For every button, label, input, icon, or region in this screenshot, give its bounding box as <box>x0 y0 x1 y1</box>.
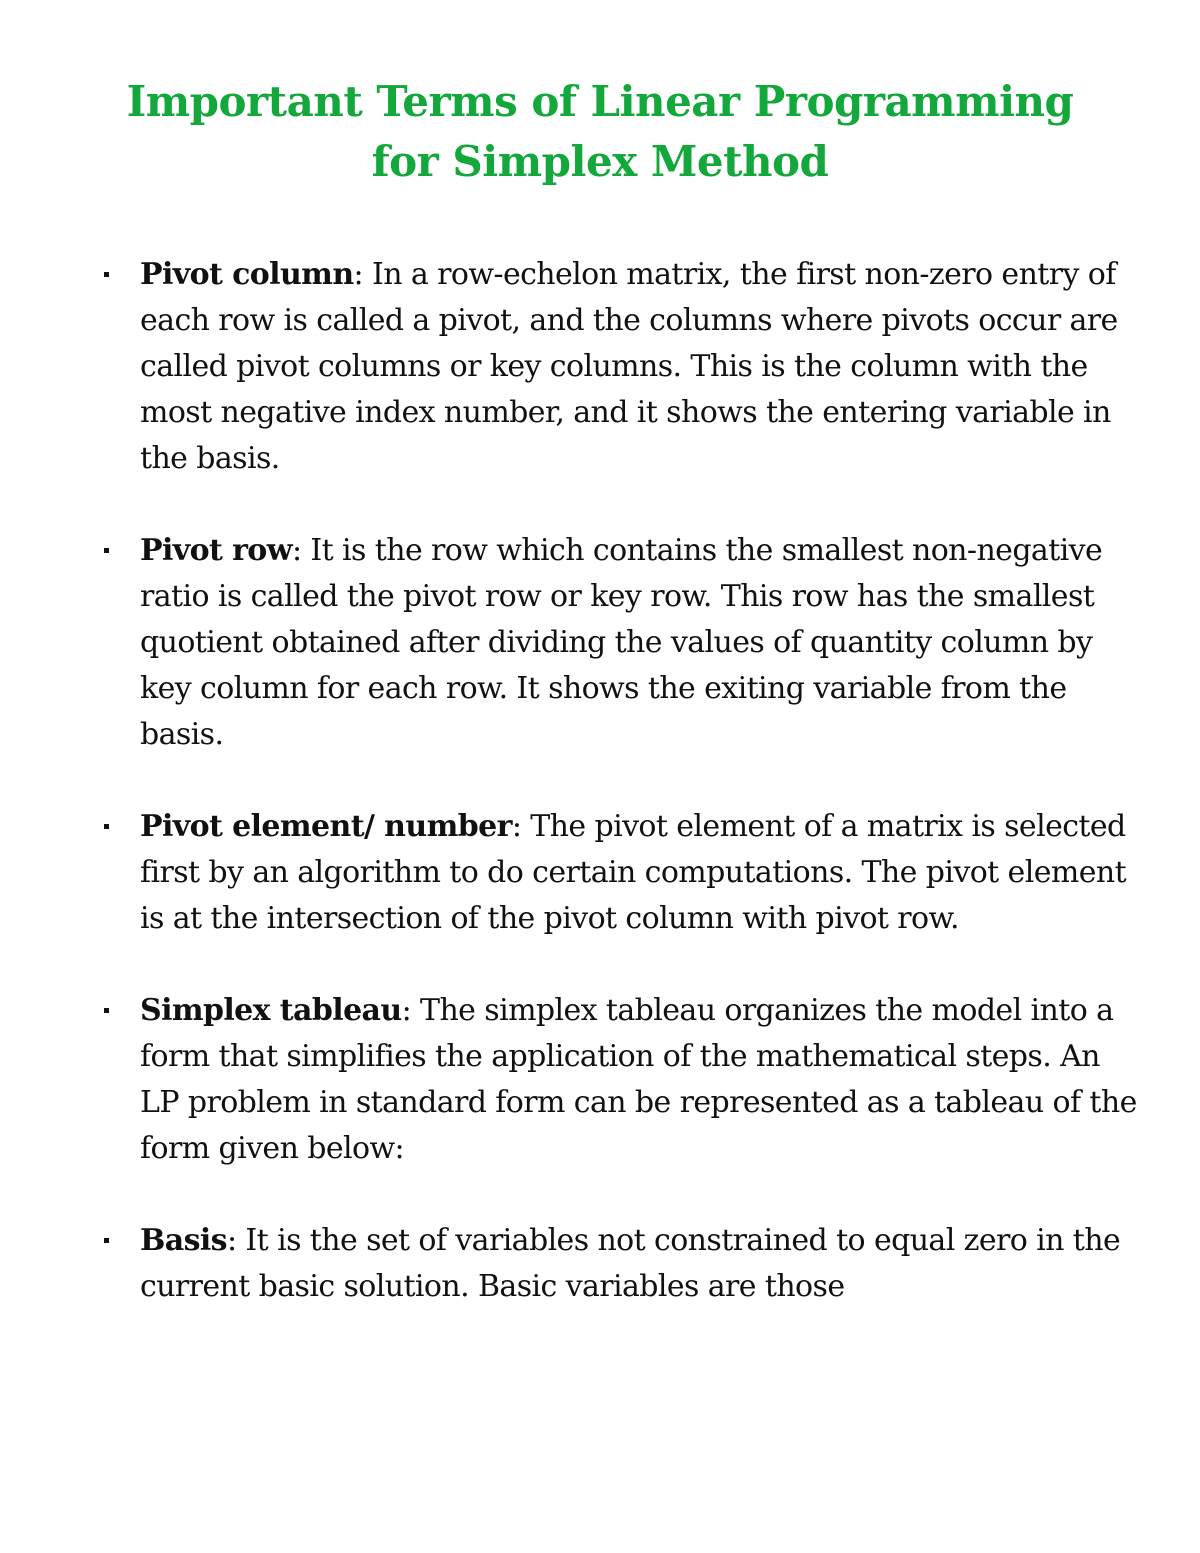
term-pivot-column <box>100 252 1140 482</box>
terms-list <box>100 252 1140 1356</box>
term-name: Pivot column <box>140 257 354 292</box>
term-name: Pivot element/ number <box>140 809 512 844</box>
square-bullet-icon <box>104 272 109 277</box>
term-basis <box>100 1218 1140 1310</box>
term-name: Basis <box>140 1223 227 1258</box>
square-bullet-icon <box>104 824 109 829</box>
term-definition: : It is the row which contains the smallest non-negative ratio is called the pivot row or key row. This row has the smallest quotient obtained after dividing the values of quantity column by key column for each row. It shows the exiting variable from the basis. <box>140 533 1103 752</box>
term-pivot-row <box>100 528 1140 758</box>
term-definition: : The pivot element of a matrix is selected first by an algorithm to do certain computations. The pivot element is at the intersection of the pivot column with pivot row. <box>140 809 1127 936</box>
term-definition: : The simplex tableau organizes the model into a form that simplifies the application of the mathematical steps. An LP problem in standard form can be represented as a tableau of the form given below: <box>140 993 1137 1166</box>
term-pivot-element <box>100 804 1140 942</box>
term-name: Pivot row <box>140 533 292 568</box>
square-bullet-icon <box>104 548 109 553</box>
square-bullet-icon <box>104 1008 109 1013</box>
term-definition: : It is the set of variables not constrained to equal zero in the current basic solution. Basic variables are those <box>140 1223 1121 1304</box>
document-title <box>60 72 1140 192</box>
title-line-1: Important Terms of Linear Programming <box>126 77 1074 126</box>
title-line-2: for Simplex Method <box>371 137 829 186</box>
term-name: Simplex tableau <box>140 993 402 1028</box>
term-simplex-tableau <box>100 988 1140 1172</box>
term-definition: : In a row-echelon matrix, the first non-zero entry of each row is called a pivot, and the columns where pivots occur are called pivot columns or key columns. This is the column with the most negative index number, and it shows the entering variable in the basis. <box>140 257 1118 476</box>
square-bullet-icon <box>104 1238 109 1243</box>
